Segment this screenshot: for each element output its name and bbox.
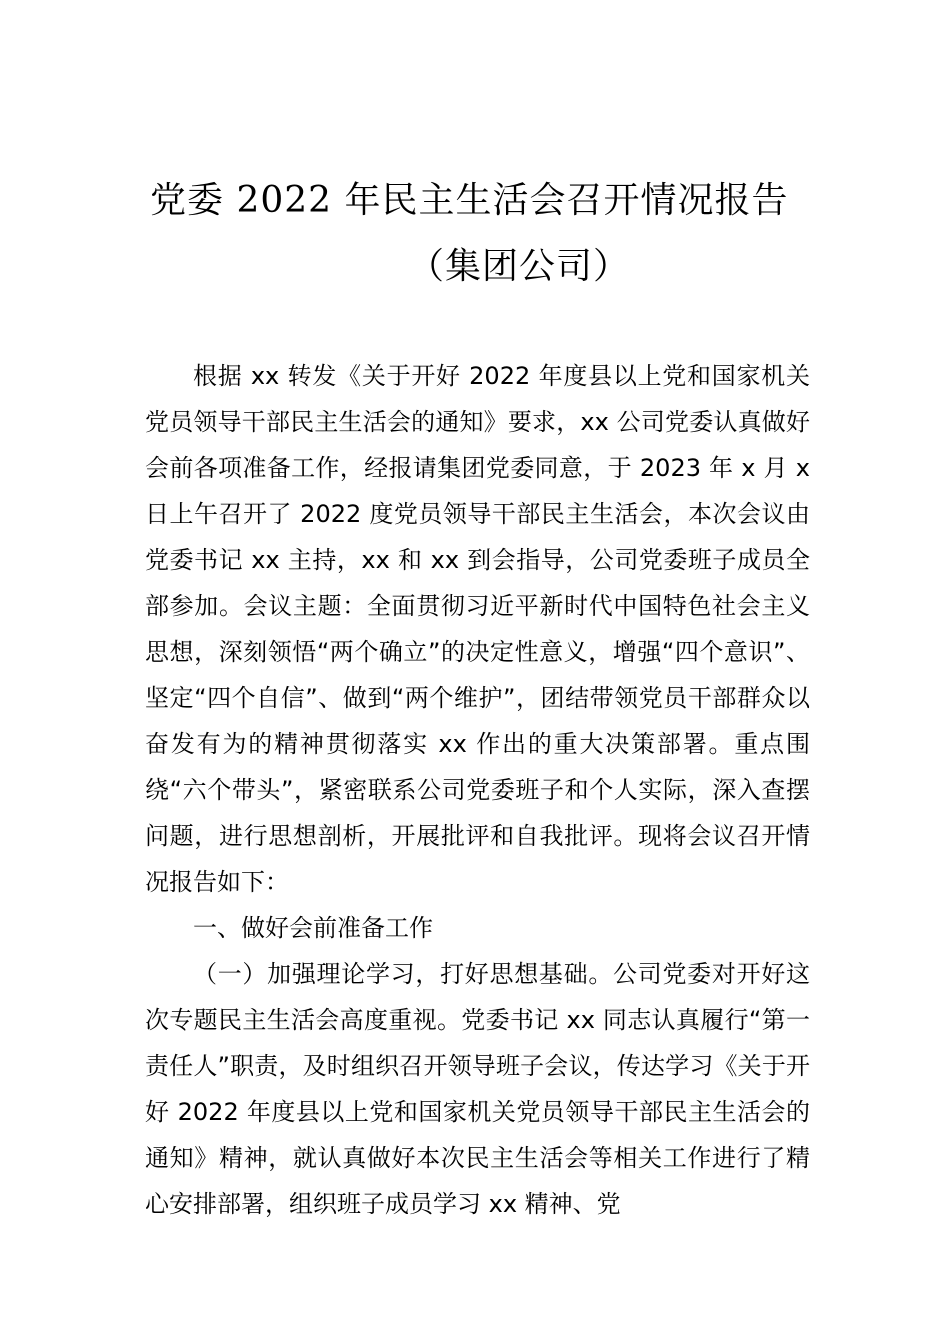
section-heading-1: 一、做好会前准备工作 (193, 914, 433, 942)
document-title: 党委 2022 年民主生活会召开情况报告 (150, 180, 789, 221)
document-subtitle: （集团公司） (408, 246, 631, 287)
paragraph-subsection-1: （一）加强理论学习，打好思想基础。公司党委对开好这次专题民主生活会高度重视。党委书记 xx 同志认真履行“第一责任人”职责，及时组织召开领导班子会议，传达学习《关于开好 2022 年度县以上党和国家机关党员领导干部民主生活会的通知》精神，就认真做好本次民主生活会等相关工作进行了精心安排部署，组织班子成员学习 xx 精神、党 (145, 960, 810, 1218)
paragraph-intro: 根据 xx 转发《关于开好 2022 年度县以上党和国家机关党员领导干部民主生活会的通知》要求，xx 公司党委认真做好会前各项准备工作，经报请集团党委同意，于 2023 年 x 月 x 日上午召开了 2022 度党员领导干部民主生活会，本次会议由党委书记 xx 主持，xx 和 xx 到会指导，公司党委班子成员全部参加。会议主题：全面贯彻习近平新时代中国特色社会主义思想，深刻领悟“两个确立”的决定性意义，增强“四个意识”、坚定“四个自信”、做到“两个维护”，团结带领党员干部群众以奋发有为的精神贯彻落实 xx 作出的重大决策部署。重点围绕“六个带头”，紧密联系公司党委班子和个人实际，深入查摆问题，进行思想剖析，开展批评和自我批评。现将会议召开情况报告如下： (145, 362, 810, 896)
document-body (145, 353, 810, 1227)
